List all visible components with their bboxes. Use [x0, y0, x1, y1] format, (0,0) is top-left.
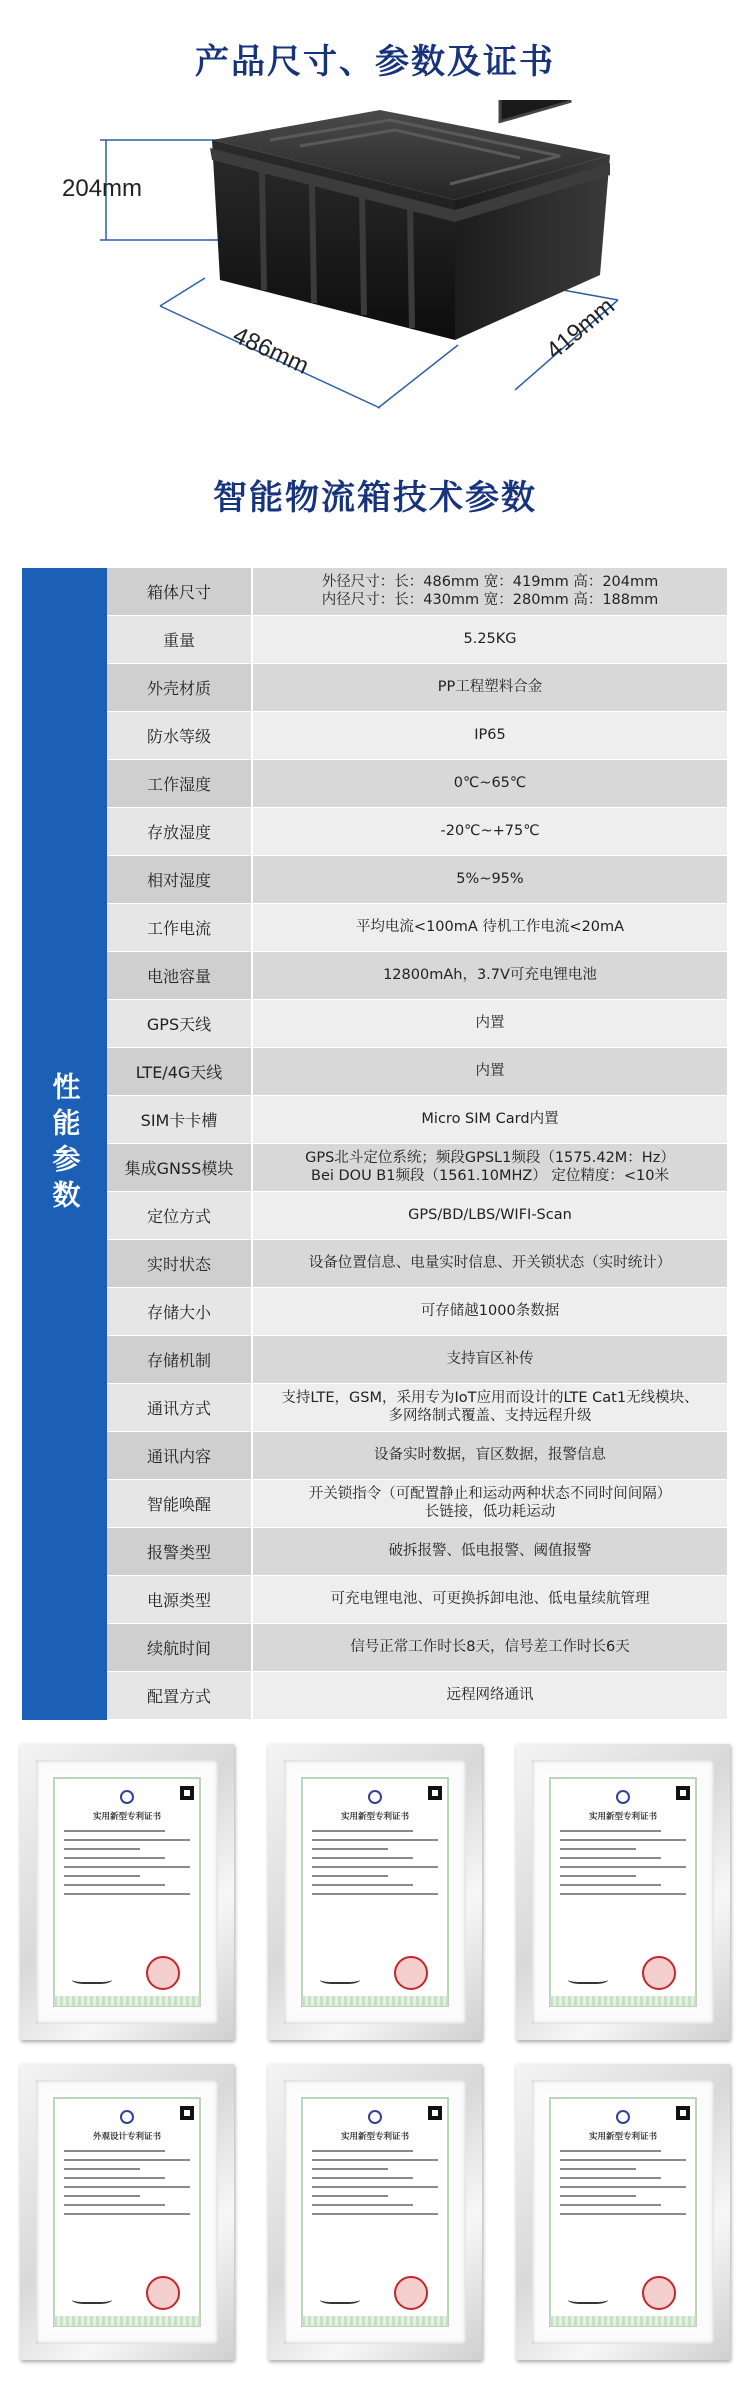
emblem-icon [120, 2110, 134, 2124]
certificate-frame [516, 1744, 730, 2040]
certificate-title: 实用新型专利证书 [588, 1812, 657, 1822]
spec-value-line: 支持LTE，GSM，采用专为IoT应用而设计的LTE Cat1无线模块、 [281, 1390, 699, 1407]
emblem-icon [616, 1790, 630, 1804]
spec-row-value [253, 616, 727, 663]
spec-row-value [253, 1288, 727, 1335]
spec-value-line: IP65 [474, 726, 506, 743]
spec-side-label: 性能参数 [22, 568, 107, 1720]
spec-value-line: GPS北斗定位系统；频段GPSL1频段（1575.42M：Hz） [305, 1150, 675, 1167]
dimension-length: 486mm [228, 321, 313, 380]
spec-value-line: PP工程塑料合金 [437, 678, 543, 695]
spec-row [107, 568, 727, 616]
spec-row-label: 外壳材质 [107, 664, 253, 711]
spec-row-label: 智能唤醒 [107, 1480, 253, 1527]
certificate-title: 实用新型专利证书 [340, 1812, 409, 1822]
certificate-band [550, 1996, 696, 2006]
spec-row [107, 1576, 727, 1624]
signature-icon [320, 1970, 360, 1984]
spec-value-line: 长链接，低功耗运动 [424, 1503, 556, 1520]
spec-row-label: 重量 [107, 616, 253, 663]
spec-row-label: 存储大小 [107, 1288, 253, 1335]
spec-row [107, 1528, 727, 1576]
signature-icon [568, 1970, 608, 1984]
spec-value-line: 内置 [475, 1014, 505, 1031]
case-body [210, 100, 610, 340]
spec-row-label: 续航时间 [107, 1624, 253, 1671]
spec-value-line: 可存储越1000条数据 [420, 1302, 560, 1319]
spec-row-label: 通讯方式 [107, 1384, 253, 1431]
spec-value-line: 设备位置信息、电量实时信息、开关锁状态（实时统计） [308, 1254, 672, 1271]
spec-value-line: 内径尺寸：长：430mm 宽：280mm 高：188mm [321, 591, 659, 608]
spec-row [107, 760, 727, 808]
certificate-text-lines [560, 1830, 686, 1902]
spec-value-line: 支持盲区补传 [446, 1350, 534, 1367]
spec-value-line: 开关锁指令（可配置静止和运动两种状态不同时间间隔） [308, 1486, 672, 1503]
certificate-paper [50, 1774, 204, 2010]
qr-code-icon [428, 2106, 442, 2120]
official-seal-icon [146, 2276, 180, 2310]
signature-icon [568, 2290, 608, 2304]
spec-row-value [253, 1624, 727, 1671]
certificate-mat [532, 1760, 714, 2024]
spec-section-title: 智能物流箱技术参数 [213, 478, 537, 518]
spec-row-value [253, 760, 727, 807]
spec-value-line: 5.25KG [463, 630, 517, 647]
spec-value-line: 信号正常工作时长8天，信号差工作时长6天 [350, 1638, 630, 1655]
certificate-mat [36, 2080, 218, 2344]
official-seal-icon [146, 1956, 180, 1990]
spec-row [107, 1144, 727, 1192]
spec-row [107, 1672, 727, 1720]
spec-value-line: Bei DOU B1频段（1561.10MHZ） 定位精度：<10米 [311, 1167, 669, 1184]
certificate-paper [546, 2094, 700, 2330]
qr-code-icon [428, 1786, 442, 1800]
spec-row-value [253, 712, 727, 759]
spec-value-line: 5%~95% [456, 870, 524, 887]
spec-row-label: 定位方式 [107, 1192, 253, 1239]
spec-row-value [253, 808, 727, 855]
spec-rows [107, 568, 727, 1720]
certificate-mat [284, 1760, 466, 2024]
spec-row-value [253, 1384, 727, 1431]
spec-value-line: 破拆报警、低电报警、阈值报警 [388, 1542, 592, 1559]
spec-row-value [253, 904, 727, 951]
certificate-text-lines [312, 2150, 438, 2222]
spec-value-line: GPS/BD/LBS/WIFI-Scan [408, 1206, 572, 1223]
signature-icon [320, 2290, 360, 2304]
emblem-icon [368, 1790, 382, 1804]
spec-value-line: 设备实时数据，盲区数据，报警信息 [374, 1446, 606, 1463]
certificate-band [302, 2316, 448, 2326]
spec-value-line: Micro SIM Card内置 [421, 1110, 559, 1127]
spec-row-value [253, 1336, 727, 1383]
spec-row [107, 1480, 727, 1528]
emblem-icon [616, 2110, 630, 2124]
signature-icon [72, 2290, 112, 2304]
certificate-title: 实用新型专利证书 [340, 2132, 409, 2142]
spec-row-label: 存储机制 [107, 1336, 253, 1383]
certificate-frame [20, 1744, 234, 2040]
certificate-mat [36, 1760, 218, 2024]
spec-row [107, 1432, 727, 1480]
spec-row [107, 1288, 727, 1336]
certificate-frame [268, 1744, 482, 2040]
spec-row [107, 1624, 727, 1672]
spec-row-value [253, 952, 727, 999]
official-seal-icon [394, 2276, 428, 2310]
certificate-band [550, 2316, 696, 2326]
signature-icon [72, 1970, 112, 1984]
emblem-icon [120, 1790, 134, 1804]
qr-code-icon [676, 2106, 690, 2120]
dimension-height: 204mm [62, 175, 143, 202]
spec-row [107, 1240, 727, 1288]
spec-row [107, 952, 727, 1000]
spec-value-line: 远程网络通讯 [446, 1686, 534, 1703]
product-image [0, 100, 750, 430]
certificate-paper [50, 2094, 204, 2330]
spec-row-value [253, 1048, 727, 1095]
spec-row-label: 工作湿度 [107, 760, 253, 807]
spec-row-label: 箱体尺寸 [107, 568, 253, 615]
certificate-text-lines [64, 1830, 190, 1902]
spec-value-line: 平均电流<100mA 待机工作电流<20mA [355, 918, 625, 935]
spec-row-label: 相对湿度 [107, 856, 253, 903]
spec-row [107, 1000, 727, 1048]
certificate-text-lines [64, 2150, 190, 2222]
certificate-text-lines [312, 1830, 438, 1902]
spec-row [107, 856, 727, 904]
spec-row-label: 配置方式 [107, 1672, 253, 1719]
spec-row-value [253, 1480, 727, 1527]
spec-row [107, 664, 727, 712]
certificate-frame [20, 2064, 234, 2360]
certificate-paper [298, 1774, 452, 2010]
spec-row [107, 712, 727, 760]
spec-row-label: 报警类型 [107, 1528, 253, 1575]
certificate-band [302, 1996, 448, 2006]
spec-row [107, 1192, 727, 1240]
certificate-text-lines [560, 2150, 686, 2222]
spec-row-label: SIM卡卡槽 [107, 1096, 253, 1143]
spec-row-value [253, 1144, 727, 1191]
spec-row-value [253, 1240, 727, 1287]
spec-value-line: 可充电锂电池、可更换拆卸电池、低电量续航管理 [330, 1590, 650, 1607]
emblem-icon [368, 2110, 382, 2124]
spec-value-line: 内置 [475, 1062, 505, 1079]
spec-table [22, 568, 727, 1720]
spec-row-value [253, 1192, 727, 1239]
official-seal-icon [642, 2276, 676, 2310]
spec-value-line: 0℃~65℃ [453, 774, 527, 791]
page-title: 产品尺寸、参数及证书 [195, 42, 555, 82]
spec-row-label: 工作电流 [107, 904, 253, 951]
spec-row-label: 防水等级 [107, 712, 253, 759]
spec-row-value [253, 1528, 727, 1575]
spec-row-value [253, 1576, 727, 1623]
spec-row-value [253, 664, 727, 711]
spec-row-label: 通讯内容 [107, 1432, 253, 1479]
spec-value-line: 外径尺寸：长：486mm 宽：419mm 高：204mm [321, 574, 659, 591]
certificate-band [54, 2316, 200, 2326]
certificate-frame [516, 2064, 730, 2360]
certificate-frame [268, 2064, 482, 2360]
spec-row-value [253, 1672, 727, 1719]
spec-row-label: 集成GNSS模块 [107, 1144, 253, 1191]
qr-code-icon [180, 1786, 194, 1800]
dimension-width: 419mm [541, 292, 620, 365]
qr-code-icon [180, 2106, 194, 2120]
certificates-gallery [0, 1744, 750, 2384]
spec-row [107, 1048, 727, 1096]
certificate-title: 实用新型专利证书 [92, 1812, 161, 1822]
certificate-paper [298, 2094, 452, 2330]
certificate-mat [532, 2080, 714, 2344]
spec-row [107, 1336, 727, 1384]
spec-row-label: 实时状态 [107, 1240, 253, 1287]
qr-code-icon [676, 1786, 690, 1800]
certificate-band [54, 1996, 200, 2006]
official-seal-icon [394, 1956, 428, 1990]
spec-row-value [253, 856, 727, 903]
spec-value-line: 多网络制式覆盖、支持远程升级 [388, 1407, 592, 1424]
spec-row-label: 电源类型 [107, 1576, 253, 1623]
spec-row-label: 存放湿度 [107, 808, 253, 855]
certificate-mat [284, 2080, 466, 2344]
spec-row-label: 电池容量 [107, 952, 253, 999]
spec-row-value [253, 1096, 727, 1143]
spec-row-label: LTE/4G天线 [107, 1048, 253, 1095]
spec-row [107, 616, 727, 664]
certificate-paper [546, 1774, 700, 2010]
spec-row-label: GPS天线 [107, 1000, 253, 1047]
spec-row [107, 1096, 727, 1144]
certificate-title: 实用新型专利证书 [588, 2132, 657, 2142]
certificate-title: 外观设计专利证书 [92, 2132, 161, 2142]
spec-row-value [253, 1432, 727, 1479]
spec-row [107, 904, 727, 952]
spec-value-line: -20℃~+75℃ [440, 822, 540, 839]
spec-row [107, 1384, 727, 1432]
official-seal-icon [642, 1956, 676, 1990]
spec-row-value [253, 1000, 727, 1047]
spec-row [107, 808, 727, 856]
spec-row-value [253, 568, 727, 615]
spec-value-line: 12800mAh，3.7V可充电锂电池 [383, 966, 597, 983]
